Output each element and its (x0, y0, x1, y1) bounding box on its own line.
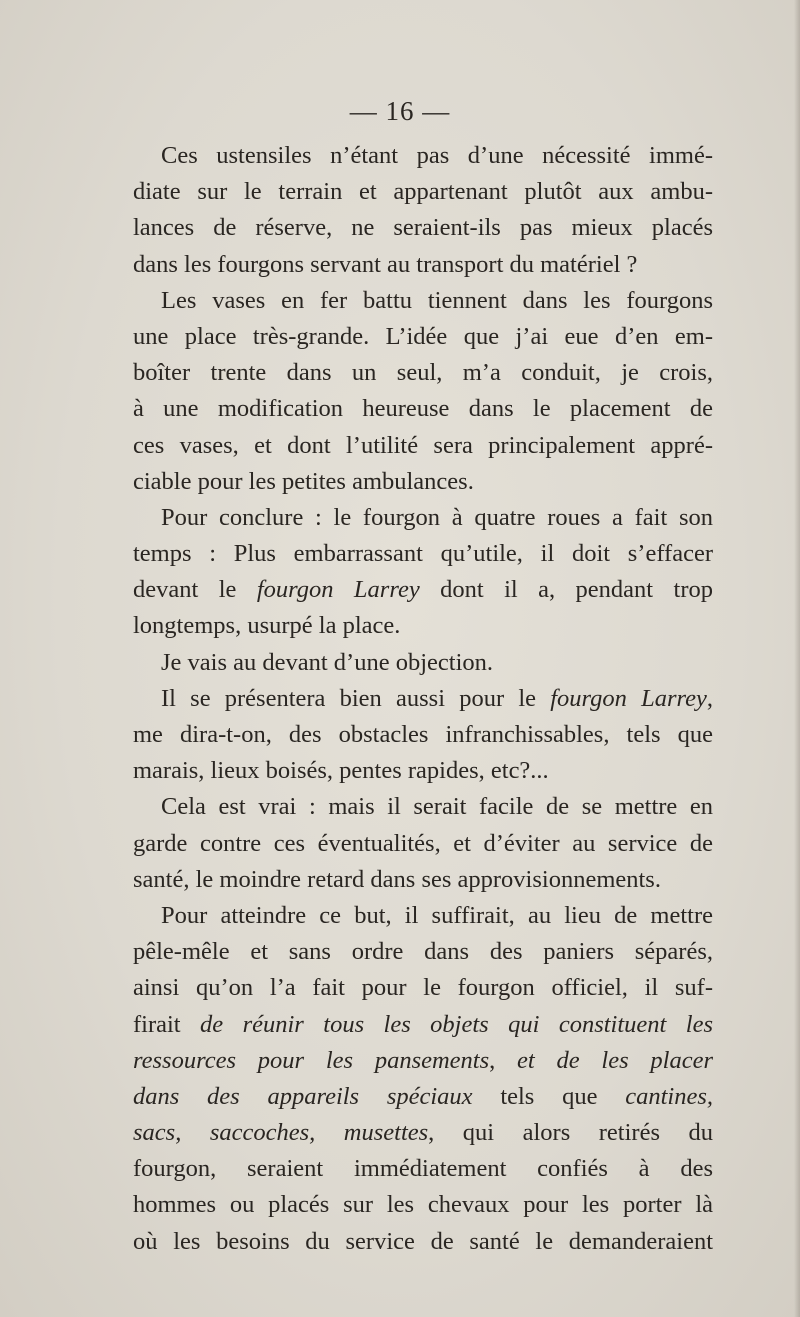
line-text: une place très-grande. L’idée que j’ai eue d’en em- (133, 322, 713, 350)
italic-text: ressources pour les pansements (133, 1046, 490, 1074)
text-line (133, 210, 713, 246)
text-line (133, 717, 713, 753)
line-text: , qui alors retirés du (428, 1119, 713, 1147)
line-text: longtemps, usurpé la place. (133, 612, 401, 640)
text-line (133, 862, 713, 898)
line-text: ciable pour les petites ambulances. (133, 467, 474, 495)
text-line (133, 789, 713, 825)
line-text: Pour atteindre ce but, il suffirait, au lieu de mettre (161, 901, 713, 929)
text-line (133, 536, 713, 572)
line-text: dont il a, pendant trop (419, 576, 713, 604)
text-line (133, 500, 713, 536)
line-text: Les vases en fer battu tiennent dans les fourgons (161, 286, 713, 314)
text-line (133, 934, 713, 970)
line-text: lances de réserve, ne seraient-ils pas mieux placés (133, 214, 713, 242)
line-text: Cela est vrai : mais il serait facile de se mettre en (161, 793, 713, 821)
italic-text: et de les placer (517, 1046, 713, 1074)
text-line (133, 1007, 713, 1043)
text-line (133, 1115, 713, 1151)
text-line (133, 1151, 713, 1187)
line-text: diate sur le terrain et appartenant plutôt aux ambu- (133, 178, 713, 206)
italic-text: fourgon Larrey (550, 684, 707, 712)
text-line (133, 1043, 713, 1079)
line-text: à une modification heureuse dans le placement de (133, 395, 713, 423)
line-text: Pour conclure : le fourgon à quatre roues a fait son (161, 503, 713, 531)
text-line (133, 283, 713, 319)
text-line (133, 572, 713, 608)
line-text: garde contre ces éventualités, et d’éviter au service de (133, 829, 713, 857)
italic-text: de réunir tous les objets qui constituent les (200, 1010, 713, 1038)
text-line (133, 247, 713, 283)
line-text: fourgon, seraient immédiatement confiés à des (133, 1155, 713, 1183)
text-line (133, 681, 713, 717)
italic-text: dans des appareils spéciaux (133, 1082, 473, 1110)
line-text: boîter trente dans un seul, m’a conduit, je crois, (133, 359, 713, 387)
line-text: pêle-mêle et sans ordre dans des paniers séparés, (133, 938, 713, 966)
page-number: — 16 — (349, 96, 451, 126)
text-line (133, 355, 713, 391)
line-text: où les besoins du service de santé le demanderaient (133, 1227, 713, 1255)
line-text: , (489, 1046, 518, 1074)
text-line (133, 1079, 713, 1115)
text-line (133, 174, 713, 210)
italic-text: cantines, (625, 1082, 713, 1110)
text-line (133, 464, 713, 500)
text-line (133, 970, 713, 1006)
body-text (133, 138, 713, 1260)
line-text: dans les fourgons servant au transport du matériel ? (133, 250, 638, 278)
text-line (133, 645, 713, 681)
line-text: devant le (133, 576, 257, 604)
line-text: Ces ustensiles n’étant pas d’une nécessité immé- (161, 142, 713, 169)
line-text: ainsi qu’on l’a fait pour le fourgon officiel, il suf- (133, 974, 713, 1002)
text-line (133, 1224, 713, 1260)
text-line (133, 428, 713, 464)
text-line (133, 898, 713, 934)
text-line (133, 826, 713, 862)
text-line (133, 138, 713, 174)
line-text: Il se présentera bien aussi pour le (161, 684, 551, 712)
italic-text: fourgon Larrey (256, 576, 420, 604)
text-line (133, 1187, 713, 1223)
line-text: firait (133, 1010, 201, 1038)
text-line (133, 319, 713, 355)
text-line (133, 391, 713, 427)
line-text: marais, lieux boisés, pentes rapides, etc?... (133, 757, 549, 785)
line-text: me dira-t-on, des obstacles infranchissables, tels que (133, 721, 713, 748)
line-text: , (706, 684, 713, 712)
line-text: temps : Plus embarrassant qu’utile, il doit s’effacer (133, 540, 713, 568)
line-text: ces vases, et dont l’utilité sera principalement appré- (133, 431, 713, 459)
page-edge-shadow (794, 0, 800, 1317)
line-text: hommes ou placés sur les chevaux pour les porter là (133, 1191, 713, 1219)
line-text: santé, le moindre retard dans ses approvisionnements. (133, 865, 661, 893)
text-line (133, 608, 713, 644)
italic-text: sacs, saccoches, musettes (133, 1119, 429, 1147)
line-text: Je vais au devant d’une objection. (161, 648, 494, 676)
line-text: tels que (472, 1082, 626, 1110)
text-line (133, 753, 713, 789)
